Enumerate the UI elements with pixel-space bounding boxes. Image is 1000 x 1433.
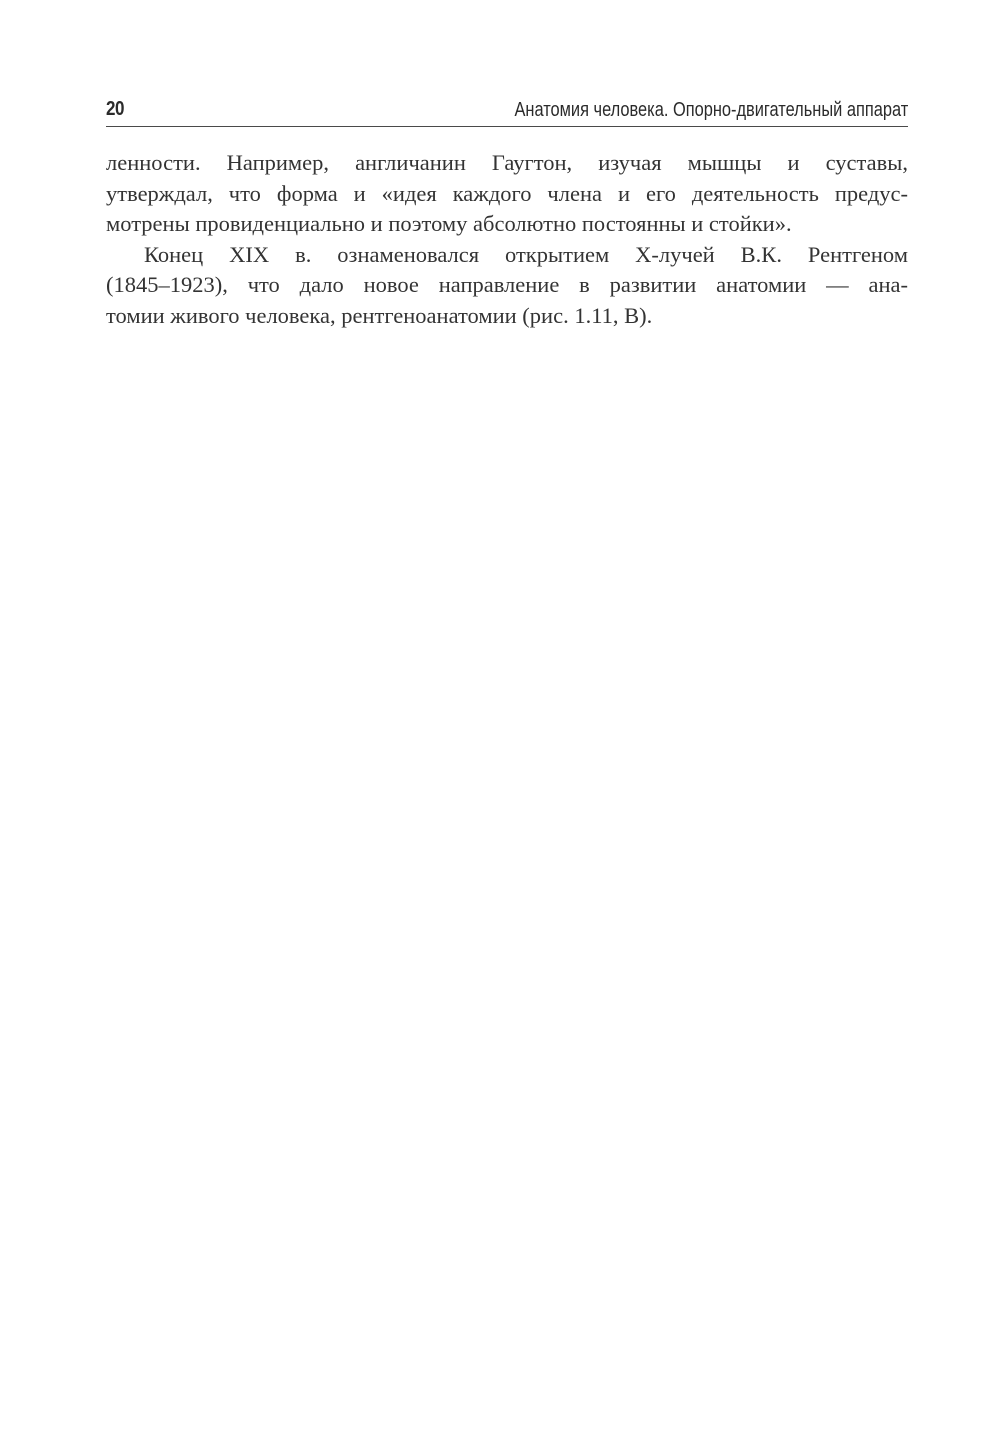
body-text	[106, 148, 908, 331]
text-line: Конец XIX в. ознаменовался открытием X-лучей В.К. Рентгеном	[144, 241, 908, 267]
paragraph-2	[106, 240, 908, 332]
text-line: (1845–1923), что дало новое направление в развитии анатомии — ана-	[106, 272, 908, 297]
page-number: 20	[106, 98, 125, 120]
text-line: ленности. Например, англичанин Гаугтон, изучая мышцы и суставы,	[106, 150, 908, 175]
book-title: Анатомия человека. Опорно-двигательный аппарат	[514, 99, 908, 121]
running-header	[106, 96, 908, 127]
text-line: мотрены провиденциально и поэтому абсолютно постоянны и стойки».	[106, 211, 792, 236]
paragraph-1	[106, 148, 908, 240]
text-line: утверждал, что форма и «идея каждого члена и его деятельность предус-	[106, 180, 908, 206]
text-line: томии живого человека, рентгеноанатомии (рис. 1.11, В).	[106, 302, 653, 328]
